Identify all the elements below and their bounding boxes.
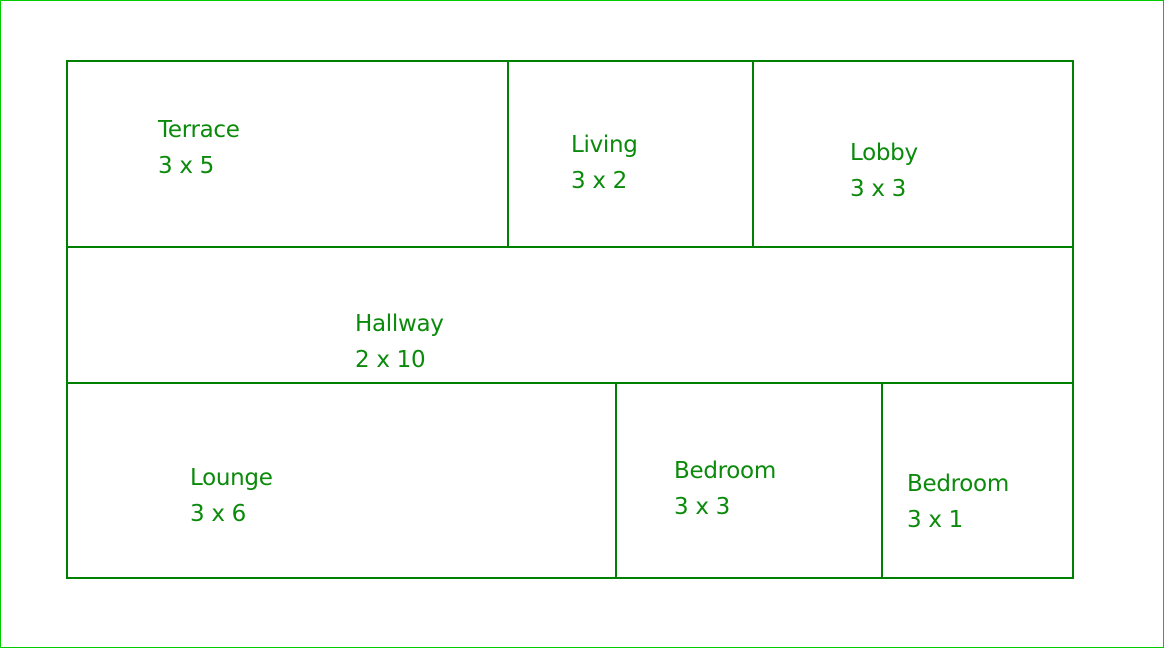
room-name: Bedroom [907, 471, 1009, 497]
room-lounge [190, 460, 273, 532]
room-name: Lobby [850, 140, 918, 166]
room-size: 3 x 3 [850, 176, 907, 202]
room-living [571, 127, 638, 199]
divider-hallway-bottom [66, 382, 1074, 384]
room-bedroom-2 [907, 466, 1009, 538]
room-size: 3 x 6 [190, 501, 247, 527]
room-hallway [355, 306, 444, 378]
divider-bedroom-bedroom [881, 382, 883, 579]
divider-living-lobby [752, 60, 754, 248]
room-bedroom-1 [674, 453, 776, 525]
divider-terrace-living [507, 60, 509, 248]
room-name: Hallway [355, 311, 444, 337]
room-size: 2 x 10 [355, 347, 426, 373]
room-size: 3 x 2 [571, 168, 628, 194]
room-name: Terrace [158, 117, 240, 143]
divider-top-row [66, 246, 1074, 248]
room-lobby [850, 135, 918, 207]
room-terrace [158, 112, 240, 184]
room-size: 3 x 3 [674, 494, 731, 520]
room-name: Bedroom [674, 458, 776, 484]
room-size: 3 x 1 [907, 507, 964, 533]
divider-lounge-bedroom [615, 382, 617, 579]
room-name: Living [571, 132, 638, 158]
room-size: 3 x 5 [158, 153, 215, 179]
room-name: Lounge [190, 465, 273, 491]
